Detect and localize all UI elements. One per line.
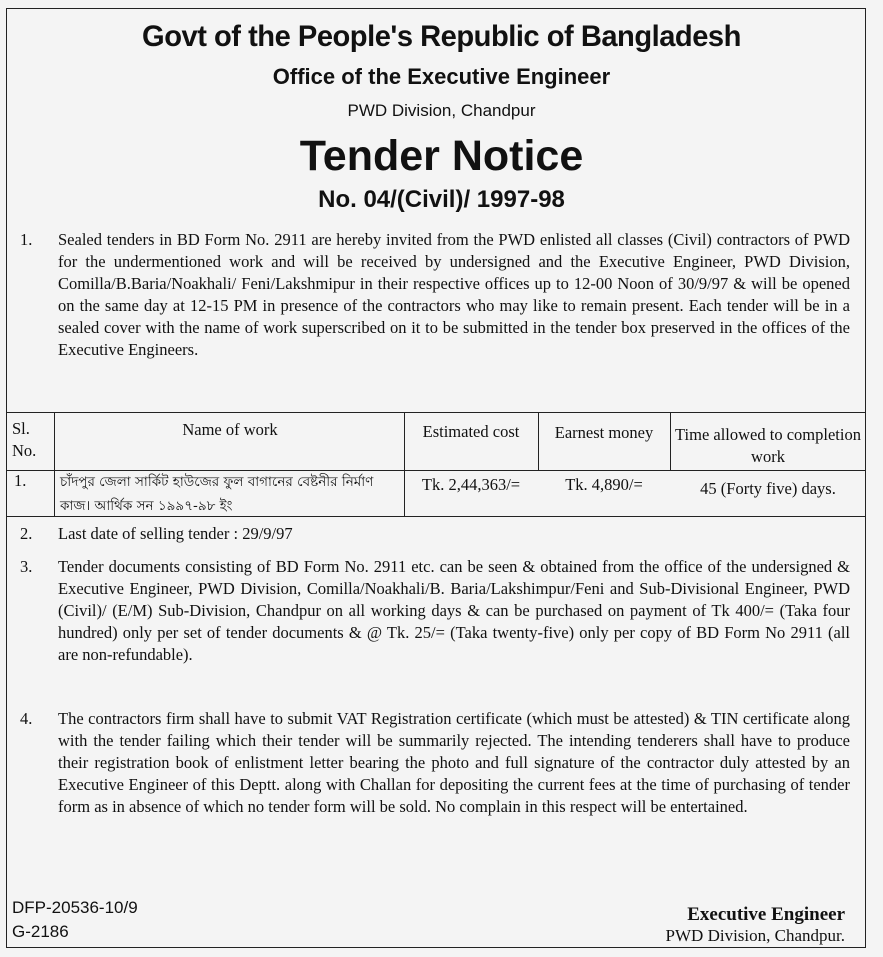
- row-time-allowed: 45 (Forty five) days.: [700, 479, 836, 498]
- clause-2-number: 2.: [20, 524, 33, 543]
- row-estimated-cost: Tk. 2,44,363/=: [421, 475, 521, 494]
- clause-3-number: 3.: [20, 557, 33, 576]
- header-earnest-money: Earnest money: [554, 423, 654, 442]
- govt-heading: Govt of the People's Republic of Bangladesh: [142, 20, 741, 53]
- signatory-title: Executive Engineer: [687, 904, 845, 925]
- clause-1-text: Sealed tenders in BD Form No. 2911 are hereby invited from the PWD enlisted all classes (Civil) contractors of PWD for the undermentioned work and will be received by undersigned and the Executive Engineer, PWD Division, Comilla/B.Baria/Noakhali/ Feni/Lakshmipur in their respective offices up to 12-00 Noon of 30/9/97 & will be opened on the same day at 12-15 PM in presence of the contractors who may like to remain present. Each tender will be in a sealed cover with the name of work superscribed on it to be submitted in the tender box preserved in the offices of the Executive Engineers.: [58, 230, 850, 359]
- signatory-office: PWD Division, Chandpur.: [665, 926, 845, 945]
- clause-4-number: 4.: [20, 709, 33, 728]
- header-name-of-work: Name of work: [182, 420, 278, 439]
- row-work-name: চাঁদপুর জেলা সার্কিট হাউজের ফুল বাগানের বেষ্টনীর নির্মাণ কাজ। আর্থিক সন ১৯৯৭-৯৮ ইং: [60, 474, 374, 514]
- dfp-code: DFP-20536-10/9: [12, 898, 138, 917]
- office-heading: Office of the Executive Engineer: [272, 64, 611, 89]
- clause-2-text: Last date of selling tender : 29/9/97: [58, 524, 293, 543]
- notice-number: No. 04/(Civil)/ 1997-98: [318, 186, 565, 213]
- table-top-rule: [6, 412, 866, 413]
- row-sl: 1.: [14, 471, 27, 490]
- header-sl-no: Sl. No.: [12, 419, 37, 460]
- row-earnest-money: Tk. 4,890/=: [565, 475, 643, 494]
- header-time-allowed: Time allowed to completion work: [675, 425, 861, 466]
- g-code: G-2186: [12, 922, 69, 941]
- tender-notice-title: Tender Notice: [299, 132, 584, 180]
- clause-1-number: 1.: [20, 230, 33, 249]
- clause-3-text: Tender documents consisting of BD Form No. 2911 etc. can be seen & obtained from the office of the undersigned & Executive Engineer, PWD Division, Comilla/Noakhali/B. Baria/Lakshimpur/Feni and Sub-Divisional Engineer, PWD (Civil)/ (E/M) Sub-Division, Chandpur on all working days & can be purchased on payment of Tk 400/= (Taka four hundred) only per set of tender documents & @ Tk. 25/= (Taka twenty-five) only per copy of BD Form No 2911 (all are non-refundable).: [58, 557, 850, 664]
- col-divider-4: [670, 412, 671, 470]
- division-heading: PWD Division, Chandpur: [347, 101, 536, 120]
- col-divider-3: [538, 412, 539, 470]
- header-estimated-cost: Estimated cost: [422, 422, 520, 441]
- col-divider-2: [404, 412, 405, 516]
- clause-4-text: The contractors firm shall have to submit VAT Registration certificate (which must be attested) & TIN certificate along with the tender failing which their tender will be summarily rejected. The intending tenderers shall have to produce their registration book of enlistment letter bearing the photo and full signature of the contractor duly attested by an Executive Engineer of this Deptt. along with Challan for depositing the current fees at the time of purchasing of tender form as in absence of which no tender form will be sold. No complain in this respect will be entertained.: [58, 709, 850, 816]
- signature-block: [666, 904, 845, 946]
